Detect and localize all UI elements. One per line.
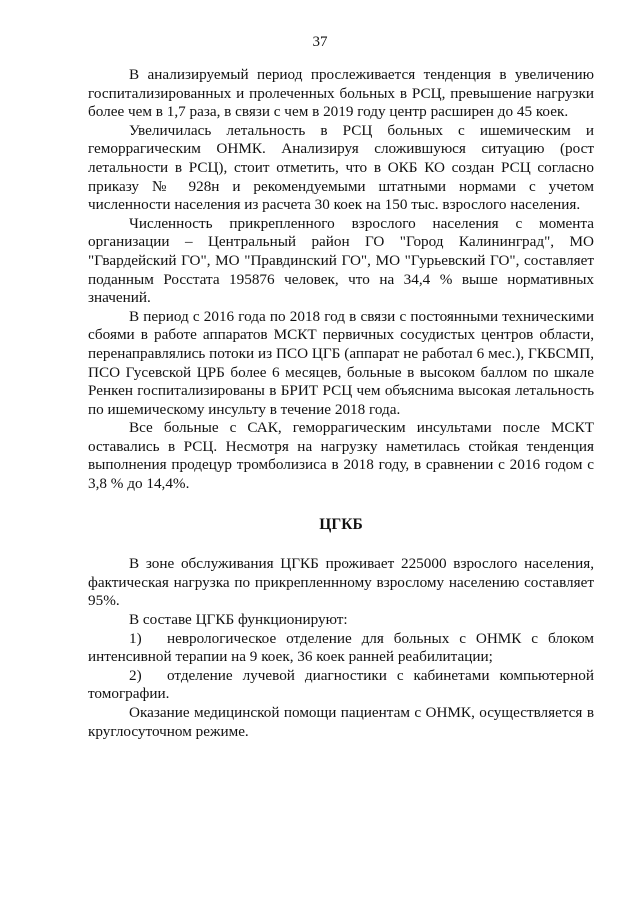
paragraph-round-the-clock: Оказание медицинской помощи пациентам с ОНМК, осуществляется в круглосуточном режиме.: [88, 704, 594, 740]
section-heading: ЦГКБ: [319, 515, 363, 533]
paragraph-service-zone: В зоне обслуживания ЦГКБ проживает 225000 взрослого населения, фактическая нагрузка по прикрепленнному взрослому населению составляет 95%.: [88, 555, 594, 610]
list-item: [88, 667, 594, 704]
list-item-text: отделение лучевой диагностики с кабинетами компьютерной томографии.: [88, 666, 594, 703]
paragraph-thrombolysis: Все больные с САК, геморрагическим инсультами после МСКТ оставались в РСЦ. Несмотря на нагрузку наметилась стойкая тенденция выполнения продецур тромболизиса в 2018 году, в сравнении с 2016 годом с 3,8 % до 14,4%.: [88, 419, 594, 493]
paragraph-msct-failures: В период с 2016 года по 2018 год в связи с постоянными техническими сбоями в работе аппаратов МСКТ первичных сосудистых центров области, перенаправлялись потоки из ПСО ЦГБ (аппарат не работал 6 мес.), ГКБСМП, ПСО Гусевской ЦРБ более 6 месяцев, больные в высоком баллом по шкале Ренкен госпитализированы в БРИТ РСЦ чем объяснима высокая летальность по ишемическому инсульту в течение 2018 года.: [88, 307, 594, 418]
paragraph-mortality: Увеличилась летальность в РСЦ больных с ишемическим и геморрагическим ОНМК. Анализируя сложившуюся ситуацию (рост летальности в РСЦ), стоит отметить, что в ОКБ КО создан РСЦ согласно приказу № 928н и рекомендуемыми штатными нормами с учетом численности населения из расчета 30 коек на 150 тыс. взрослого населения.: [88, 121, 594, 214]
document-body: [88, 66, 594, 741]
paragraph-hospitalization-trend: В анализируемый период прослеживается тенденция в увеличению госпитализированных и пролеченных больных в РСЦ, превышение нагрузки более чем в 1,7 раза, в связи с чем в 2019 году центр расширен до 45 коек.: [88, 66, 594, 121]
list-item-number: 2): [129, 666, 142, 684]
list-item-text: неврологическое отделение для больных с ОНМК с блоком интенсивной терапии на 9 коек, 36 коек ранней реабилитации;: [88, 629, 594, 666]
paragraph-population: Численность прикрепленного взрослого населения с момента организации – Центральный район ГО "Город Калининград", МО "Гвардейский ГО", МО "Правдинский ГО", МО "Гурьевский ГО", составляет поданным Росстата 195876 человек, что на 34,4 % выше нормативных значений.: [88, 214, 594, 307]
paragraph-composition-intro: В составе ЦГКБ функционируют:: [129, 611, 348, 629]
list-item: [88, 630, 594, 667]
page-number: 37: [312, 34, 328, 50]
list-item-number: 1): [129, 629, 142, 647]
